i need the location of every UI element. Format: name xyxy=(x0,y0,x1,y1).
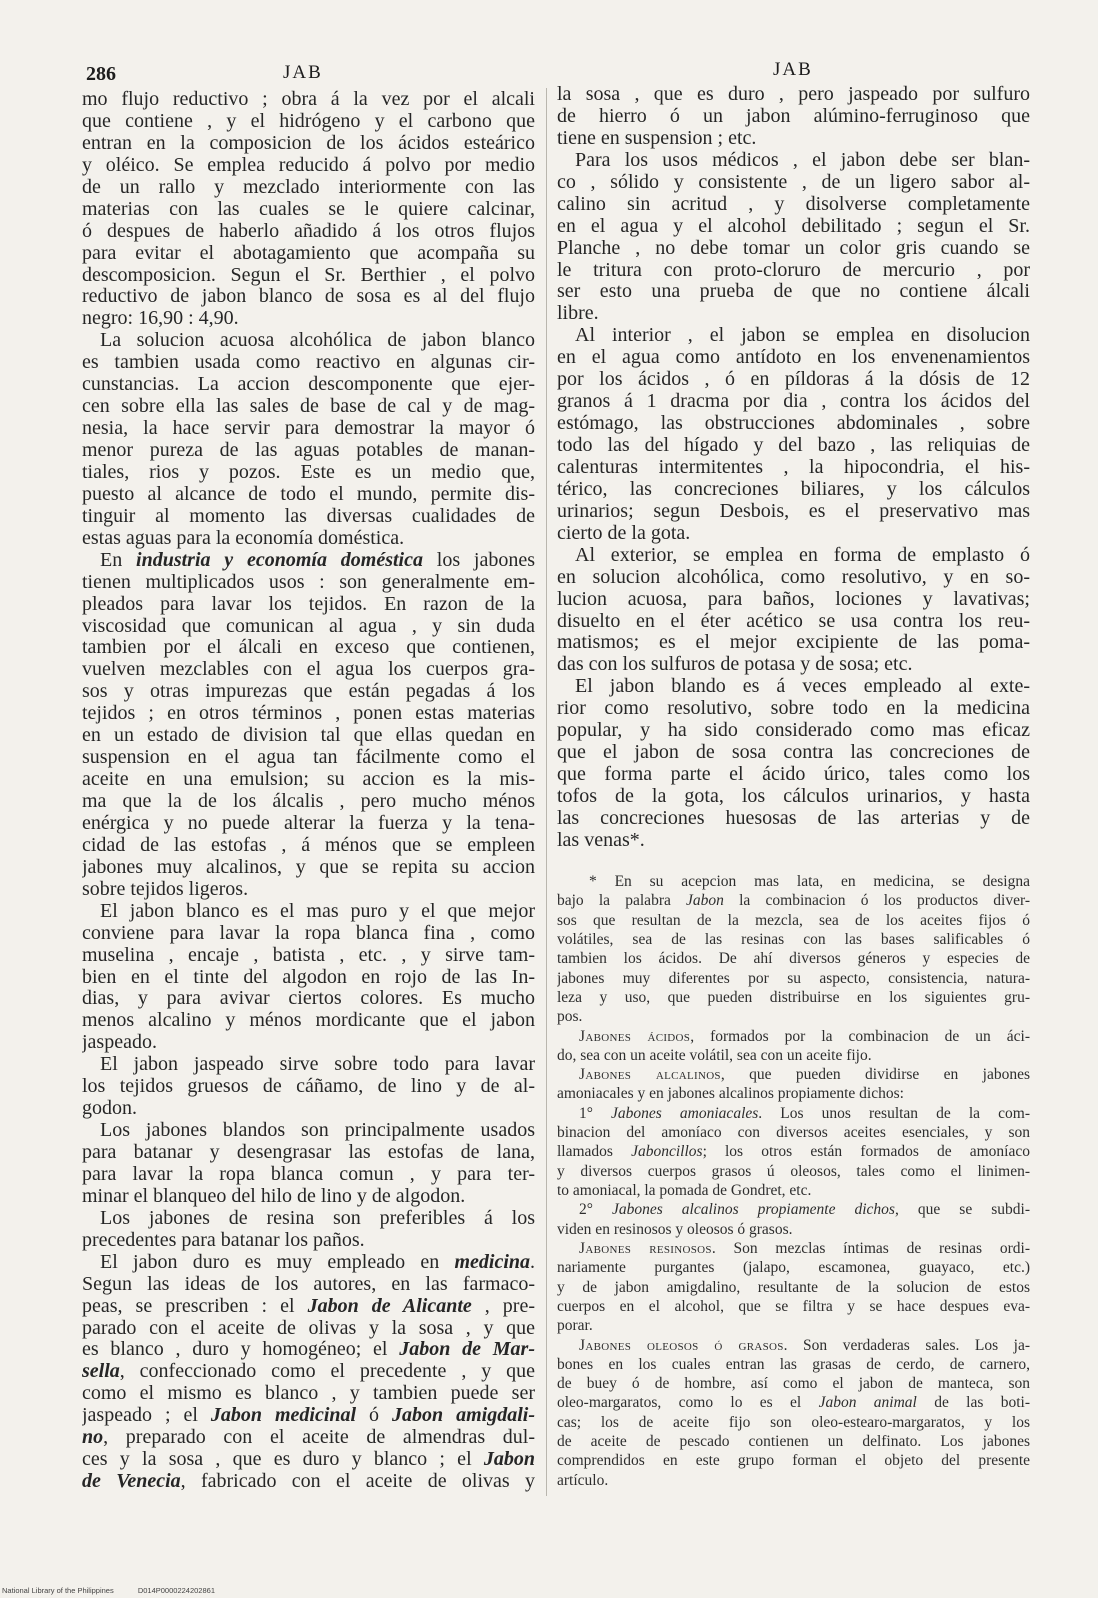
text-line: cen sobre ella las sales de base de cal y de mag- xyxy=(82,396,535,418)
text-line: viscosidad que comunican al agua , y sin duda xyxy=(82,615,535,637)
text-segment: En xyxy=(100,549,137,571)
text-line: que el jabon de sosa contra las concreciones de xyxy=(557,742,1030,764)
text-line: le tritura con proto-cloruro de mercurio , por xyxy=(557,259,1030,281)
text-segment: El jabon duro es muy empleado en xyxy=(100,1251,455,1273)
text-segment: , formados por la combinacion de un áci- xyxy=(690,1027,1030,1045)
text-line: calenturas intermitentes , la hipocondria, el his- xyxy=(557,456,1030,478)
text-line: como el mismo es blanco , y tambien puede ser xyxy=(82,1383,535,1405)
italic-term: Jabon de Alicante xyxy=(307,1295,472,1317)
italic-term: medicina xyxy=(454,1251,530,1273)
text-segment: la combinacion ó los productos diver- xyxy=(723,892,1030,910)
text-segment: 2° xyxy=(579,1201,612,1219)
italic-term: sella xyxy=(82,1361,120,1383)
text-line xyxy=(82,550,535,572)
footnote-line: de buey ó de hombre, así como el jabon de manteca, son xyxy=(557,1375,1030,1393)
footnote-line xyxy=(557,1200,1030,1219)
text-line: descomposicion. Segun el Sr. Berthier , el polvo xyxy=(82,264,535,286)
italic-term: Jaboncillos xyxy=(631,1143,703,1161)
text-line: jaspeado. xyxy=(82,1032,157,1054)
text-line: dias, y para avivar ciertos colores. Es mucho xyxy=(82,988,535,1010)
text-line xyxy=(82,1252,535,1274)
footnote-line: tambien los ácidos. De ahí diversos géneros y especies de xyxy=(557,950,1030,968)
text-line: parado con el aceite de olivas y la sosa , y que xyxy=(82,1317,535,1339)
footnote-line: cuerpos en el alcohol, que se filtra y se hace despues eva- xyxy=(557,1297,1030,1315)
text-line: en solucion alcohólica, como resolutivo, y en so- xyxy=(557,566,1030,588)
text-segment: ó xyxy=(356,1405,393,1427)
text-segment: . xyxy=(530,1251,535,1273)
footnote-line: binacion del amoníaco con diversos aceites esenciales, y son xyxy=(557,1124,1030,1142)
text-line xyxy=(82,1361,535,1383)
small-caps-term: Jabones oleosos ó grasos xyxy=(579,1336,784,1354)
italic-term: Jabon medicinal xyxy=(210,1405,357,1427)
right-column xyxy=(557,84,1030,852)
column-divider xyxy=(546,88,547,1496)
text-line: todo las del hígado y del bazo , las reliquias de xyxy=(557,435,1030,456)
footnote-line: pos. xyxy=(557,1008,583,1026)
text-line: pleados para lavar los tejidos. En razon de la xyxy=(82,593,535,615)
text-line: Segun las ideas de los autores, en las farmaco- xyxy=(82,1273,535,1295)
footnote-line: leza y uso, que pueden distribuirse en los siguientes gru- xyxy=(557,988,1030,1006)
text-segment: . Son mezclas íntimas de resinas ordi- xyxy=(711,1239,1030,1257)
small-caps-term: Jabones resinosos xyxy=(579,1239,712,1257)
text-segment: 1° xyxy=(579,1104,612,1122)
text-line: para lavar la ropa blanca comun , y para ter- xyxy=(82,1163,535,1185)
text-segment: peas, se prescriben : el xyxy=(82,1295,308,1317)
text-line: aceite en una emulsion; su accion es la mis- xyxy=(82,769,535,791)
footnote-line xyxy=(557,1027,1030,1046)
text-segment: ces y la sosa , que es duro y blanco ; el xyxy=(82,1449,484,1471)
text-line: das con los sulfuros de potasa y de sosa; etc. xyxy=(557,654,913,676)
text-line: reductivo de jabon blanco de sosa es al del flujo xyxy=(82,286,535,308)
text-line: en el agua y el alcohol debilitado ; segun el Sr. xyxy=(557,215,1030,237)
italic-term: Jabon animal xyxy=(818,1394,917,1412)
italic-term: de Venecia xyxy=(82,1471,181,1493)
text-line: rior como resolutivo, sobre todo en la medicina xyxy=(557,698,1030,720)
text-segment: los jabones xyxy=(422,549,535,571)
text-line: disuelto en el éter acético se usa contra los reu- xyxy=(557,610,1030,632)
text-line: urinarios; segun Desbois, es el preservativo mas xyxy=(557,500,1030,522)
text-line: Para los usos médicos , el jabon debe ser blan- xyxy=(575,149,1030,171)
text-segment: , confeccionado como el precedente , y que xyxy=(119,1361,535,1383)
text-line: co , sólido y consistente , de un ligero sabor al- xyxy=(557,171,1030,193)
text-line: muselina , encaje , batista , etc. , y sirve tam- xyxy=(82,944,535,966)
text-line: tinguir al momento las diversas cualidades de xyxy=(82,505,535,527)
text-line: jabones muy alcalinos, y que se repita su accion xyxy=(82,856,535,878)
footnote-line: y diversos cuerpos grasos ú oleosos, tales como el linimen- xyxy=(557,1162,1030,1180)
text-line: materias con las cuales se le quiere calcinar, xyxy=(82,198,535,220)
text-line: bien en el tinte del algodon en rojo de las In- xyxy=(82,966,535,988)
text-line: calino sin acritud , y disolverse completamente xyxy=(557,193,1030,215)
text-line: sobre tejidos ligeros. xyxy=(82,878,249,900)
text-line xyxy=(82,1427,535,1449)
text-line: granos á 1 dracma por dia , contra los ácidos del xyxy=(557,391,1030,413)
text-line: cunstancias. La accion descomponente que ejer- xyxy=(82,374,535,396)
text-line: tofos de la gota, los cálculos urinarios, y hasta xyxy=(557,786,1030,807)
left-column xyxy=(82,89,535,1493)
footnote-line: jabones muy diferentes por su aspecto, consistencia, natura- xyxy=(557,969,1030,987)
footnote-line xyxy=(557,891,1030,910)
footnote-line: de aceite de pescado contienen un delfinato. Los jabones xyxy=(557,1433,1030,1451)
text-segment: es blanco , duro y homogéneo; el xyxy=(82,1339,400,1361)
small-caps-term: Jabones alcalinos xyxy=(579,1066,721,1084)
text-line: que contiene , y el hidrógeno y el carbono que xyxy=(82,110,535,132)
text-line: tiales, rios y pozos. Este es un medio que, xyxy=(82,461,535,483)
text-segment: , que se subdi- xyxy=(894,1201,1030,1219)
text-line xyxy=(82,1339,535,1361)
text-line: vuelven mezclables con el agua los cuerpos gra- xyxy=(82,659,535,681)
text-line: ser esto una prueba de que no contiene álcali xyxy=(557,281,1030,303)
text-line: cidad de las estofas , á ménos que se empleen xyxy=(82,834,535,856)
footnote-line: viden en resinosos y oleosos ó grasos. xyxy=(557,1220,793,1238)
footnote xyxy=(557,872,1030,1490)
text-line: la sosa , que es duro , pero jaspeado por sulfuro xyxy=(557,84,1030,105)
text-line: El jabon blando es á veces empleado al exte- xyxy=(575,676,1030,698)
text-line: matismos; es el mejor excipiente de las poma- xyxy=(557,632,1030,654)
text-line: suspension en el agua tan fácilmente como el xyxy=(82,747,535,769)
text-line: Al exterior, se emplea en forma de emplasto ó xyxy=(575,544,1030,566)
footnote-line: comprendidos en este grupo forman el objeto del presente xyxy=(557,1452,1030,1470)
italic-term: Jabon de Mar- xyxy=(399,1339,535,1361)
text-line: tiene en suspension ; etc. xyxy=(557,127,757,149)
italic-term: Jabon xyxy=(686,892,724,910)
text-segment: bajo la palabra xyxy=(557,892,687,910)
scan-credit xyxy=(2,1586,237,1595)
text-line: estómago, las obstrucciones abdominales , sobre xyxy=(557,413,1030,435)
small-caps-term: Jabones ácidos xyxy=(579,1027,691,1045)
footnote-line xyxy=(557,1104,1030,1123)
text-line: que forma parte el ácido úrico, tales como los xyxy=(557,764,1030,786)
text-line: los tejidos gruesos de cáñamo, de lino y de al- xyxy=(82,1076,535,1098)
text-line: para batanar y desengrasar las estofas de lana, xyxy=(82,1142,535,1163)
document-id: D014P0000224202861 xyxy=(137,1586,215,1595)
text-line: las venas*. xyxy=(557,829,645,851)
text-line: popular, y ha sido considerado como mas eficaz xyxy=(557,720,1030,742)
text-line xyxy=(82,1449,535,1471)
text-line: de un rallo y mezclado interiormente con las xyxy=(82,176,535,198)
text-segment: . Los unos resultan de la com- xyxy=(758,1104,1030,1122)
text-line: entran en la composicion de los ácidos esteárico xyxy=(82,132,535,154)
text-line: es tambien usada como reactivo en algunas cir- xyxy=(82,352,535,374)
text-line: por los ácidos , ó en píldoras á la dósis de 12 xyxy=(557,369,1030,391)
text-line: Los jabones blandos son principalmente usados xyxy=(100,1120,535,1142)
text-line: menor pureza de las aguas potables de manan- xyxy=(82,440,535,461)
text-line: libre. xyxy=(557,303,599,325)
text-line: El jabon jaspeado sirve sobre todo para lavar xyxy=(100,1054,535,1076)
footnote-line: * En su acepcion mas lata, en medicina, se designa xyxy=(589,873,1030,890)
text-line: tambien por el álcali en exceso que contienen, xyxy=(82,637,535,659)
footnote-line: porar. xyxy=(557,1317,593,1335)
text-line xyxy=(82,1405,535,1427)
text-line: conviene para lavar la ropa blanca fina , como xyxy=(82,922,535,944)
footnote-line: nariamente purgantes (jalapo, escamonea, guayaco, etc.) xyxy=(557,1259,1030,1277)
text-segment: , que pueden dividirse en jabones xyxy=(720,1066,1030,1084)
text-line: ma que la de los álcalis , pero mucho ménos xyxy=(82,791,535,812)
footnote-line: amoniacales y en jabones alcalinos propiamente dichos: xyxy=(557,1085,904,1103)
text-line: las concreciones huesosas de las arterias y de xyxy=(557,807,1030,829)
text-line: de hierro ó un jabon alúmino-ferruginoso que xyxy=(557,105,1030,127)
footnote-line: volátiles, sea de las resinas con las bases salificables ó xyxy=(557,930,1030,948)
text-line: en el agua como antídoto en los envenenamientos xyxy=(557,347,1030,369)
text-line: negro: 16,90 : 4,90. xyxy=(82,308,239,330)
page-number: 286 xyxy=(86,63,116,85)
text-line: estas aguas para la economía doméstica. xyxy=(82,527,405,549)
text-line: Al interior , el jabon se emplea en disolucion xyxy=(575,325,1030,347)
text-segment: . Son verdaderas sales. Los ja- xyxy=(783,1336,1030,1354)
text-segment: ; los otros están formados de amoníaco xyxy=(702,1143,1030,1161)
italic-term: Jabon amigdali- xyxy=(392,1405,535,1427)
text-line: Los jabones de resina son preferibles á los xyxy=(100,1207,535,1229)
footnote-line: cas; los de aceite fijo son oleo-estearo-margaratos, y los xyxy=(557,1413,1030,1431)
text-line xyxy=(82,1296,535,1318)
text-line: menos alcalino y ménos mordicante que el jabon xyxy=(82,1010,535,1032)
text-line: para evitar el abotagamiento que acompaña su xyxy=(82,242,535,264)
footnote-line: artículo. xyxy=(557,1471,609,1489)
text-line: cierto de la gota. xyxy=(557,522,691,544)
text-line: La solucion acuosa alcohólica de jabon blanco xyxy=(100,330,535,352)
footnote-line xyxy=(557,1239,1030,1258)
text-line: minar el blanqueo del hilo de lino y de algodon. xyxy=(82,1185,466,1207)
text-line: precedentes para batanar los paños. xyxy=(82,1229,365,1251)
footnote-line xyxy=(557,1142,1030,1161)
text-line: ó despues de haberlo añadido á los otros flujos xyxy=(82,220,535,242)
text-line: godon. xyxy=(82,1098,137,1120)
text-line xyxy=(82,1471,535,1493)
italic-term: no xyxy=(82,1427,104,1449)
text-line: El jabon blanco es el mas puro y el que mejor xyxy=(100,900,535,922)
footnote-line: bones en los cuales entran las grasas de cerdo, de carnero, xyxy=(557,1355,1030,1373)
footnote-line: to amoniacal, la pomada de Gondret, etc. xyxy=(557,1182,812,1199)
text-segment: , preparado con el aceite de almendras dul- xyxy=(103,1427,535,1449)
italic-term: Jabon xyxy=(483,1449,535,1471)
text-segment: , fabricado con el aceite de olivas y xyxy=(180,1471,535,1493)
text-line: mo flujo reductivo ; obra á la vez por el alcali xyxy=(82,89,535,110)
text-line: enérgica y no puede alterar la fuerza y la tena- xyxy=(82,812,535,834)
text-segment: oleo-margaratos, como lo es el xyxy=(557,1394,819,1412)
italic-term: Jabones amoniacales xyxy=(611,1104,759,1122)
text-line: sos y otras impurezas que están pegadas á los xyxy=(82,681,535,703)
text-line: térico, las concreciones biliares, y los cálculos xyxy=(557,478,1030,500)
text-segment: , pre- xyxy=(471,1295,535,1317)
text-line: y oléico. Se emplea reducido á polvo por medio xyxy=(82,154,535,176)
footnote-line: sos que resultan de la mezcla, sea de los aceites fijos ó xyxy=(557,911,1030,929)
text-line: nesia, la hace servir para demostrar la mayor ó xyxy=(82,418,535,440)
text-line: lucion acuosa, para baños, lociones y lavativas; xyxy=(557,588,1030,610)
italic-term: Jabones alcalinos propiamente dichos xyxy=(611,1201,895,1219)
italic-term: industria y economía doméstica xyxy=(136,549,423,571)
text-line: tejidos ; en otros términos , ponen estas materias xyxy=(82,703,535,725)
footnote-line: y de jabon amigdalino, resultante de la solucion de estos xyxy=(557,1278,1030,1296)
running-head-right: JAB xyxy=(773,59,813,80)
text-line: en un estado de division tal que ellas quedan en xyxy=(82,725,535,747)
text-segment: jaspeado ; el xyxy=(82,1405,211,1427)
footnote-line: do, sea con un aceite volátil, sea con un aceite fijo. xyxy=(557,1046,872,1064)
running-head-left: JAB xyxy=(283,62,323,83)
text-segment: llamados xyxy=(557,1143,632,1161)
text-line: Planche , no debe tomar un color gris cuando se xyxy=(557,237,1030,259)
text-line: puesto al alcance de todo el mundo, permite dis- xyxy=(82,483,535,505)
footnote-line xyxy=(557,1336,1030,1355)
footnote-line xyxy=(557,1393,1030,1412)
text-segment: de las boti- xyxy=(916,1394,1030,1412)
text-line: tienen multiplicados usos : son generalmente em- xyxy=(82,571,535,593)
footnote-line xyxy=(557,1065,1030,1084)
library-name: National Library of the Philippines xyxy=(2,1586,114,1595)
